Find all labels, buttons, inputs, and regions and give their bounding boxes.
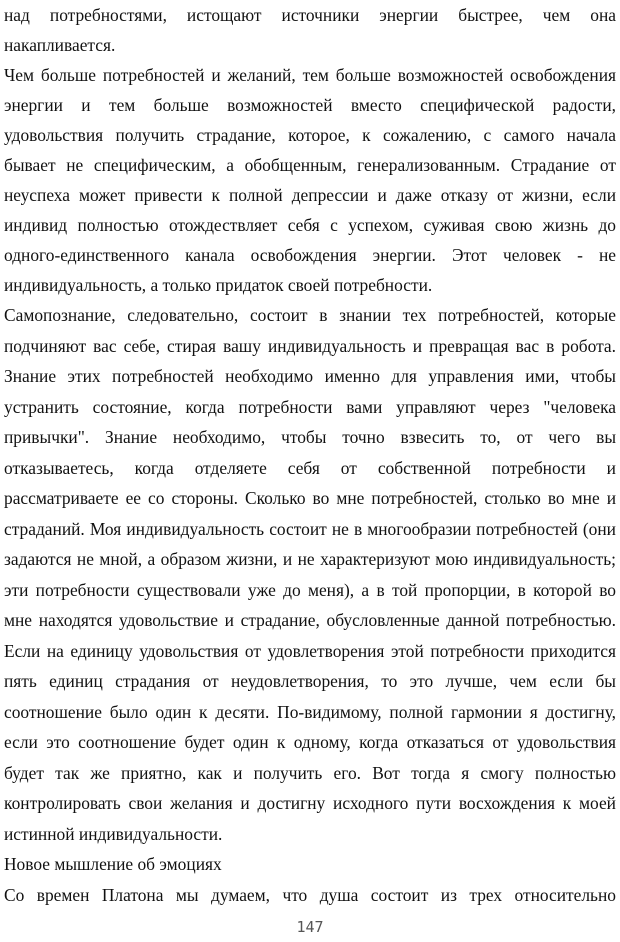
text-line: накапливается. (4, 35, 116, 55)
text-line: эти потребности существовали уже до меня), а в той пропорции, в которой во (4, 580, 616, 600)
text-line: подчиняют вас себе, стирая вашу индивидуальность и превращая вас в робота. (4, 336, 616, 356)
text-line: привычки". Знание необходимо, чтобы точно взвесить то, от чего вы (4, 427, 616, 447)
text-line: устранить состояние, когда потребности вами управляют через "человека (4, 397, 616, 417)
text-line: рассматриваете ее со стороны. Сколько во мне потребностей, столько во мне и (4, 488, 616, 508)
text-line: задаются не мной, а образом жизни, и не характеризуют мою индивидуальность; (4, 549, 616, 569)
text-line: Чем больше потребностей и желаний, тем больше возможностей освобождения (4, 65, 616, 85)
text-line: Если на единицу удовольствия от удовлетворения этой потребности приходится (4, 641, 616, 661)
text-line: пять единиц страдания от неудовлетворения, то это лучше, чем если бы (4, 671, 616, 691)
text-line: Знание этих потребностей необходимо именно для управления ими, чтобы (4, 366, 616, 386)
section-heading: Новое мышление об эмоциях (4, 854, 222, 874)
text-line: удовольствия получить страдание, которое, к сожалению, с самого начала (4, 125, 616, 145)
text-line: индивидуальность, а только придаток своей потребности. (4, 275, 433, 295)
text-line: Со времен Платона мы думаем, что душа состоит из трех относительно (4, 885, 616, 905)
text-line: одного-единственного канала освобождения энергии. Этот человек - не (4, 245, 616, 265)
text-line: если это соотношение будет один к одному, когда отказаться от удовольствия (4, 732, 616, 752)
text-line: соотношение было один к десяти. По-видимому, полной гармонии я достигну, (4, 702, 616, 722)
text-line: Самопознание, следовательно, состоит в знании тех потребностей, которые (4, 305, 616, 325)
text-line: будет так же приятно, как и получить его. Вот тогда я смогу полностью (4, 763, 616, 783)
text-line: индивид полностью отождествляет себя с успехом, суживая свою жизнь до (4, 215, 616, 235)
text-line: страданий. Моя индивидуальность состоит не в многообразии потребностей (они (4, 519, 616, 539)
text-line: энергии и тем больше возможностей вместо специфической радости, (4, 95, 616, 115)
text-line: контролировать свои желания и достигну исходного пути восхождения к моей (4, 793, 616, 813)
text-line: отказываетесь, когда отделяете себя от собственной потребности и (4, 458, 616, 478)
text-line: неуспеха может привести к полной депрессии и даже отказу от жизни, если (4, 185, 616, 205)
text-line: над потребностями, истощают источники энергии быстрее, чем она (4, 5, 616, 25)
page-number: 147 (296, 918, 324, 936)
text-line: истинной индивидуальности. (4, 824, 223, 844)
text-line: мне находятся удовольствие и страдание, обусловленные данной потребностью. (4, 610, 616, 630)
text-line: бывает не специфическим, а обобщенным, генерализованным. Страдание от (4, 155, 616, 175)
